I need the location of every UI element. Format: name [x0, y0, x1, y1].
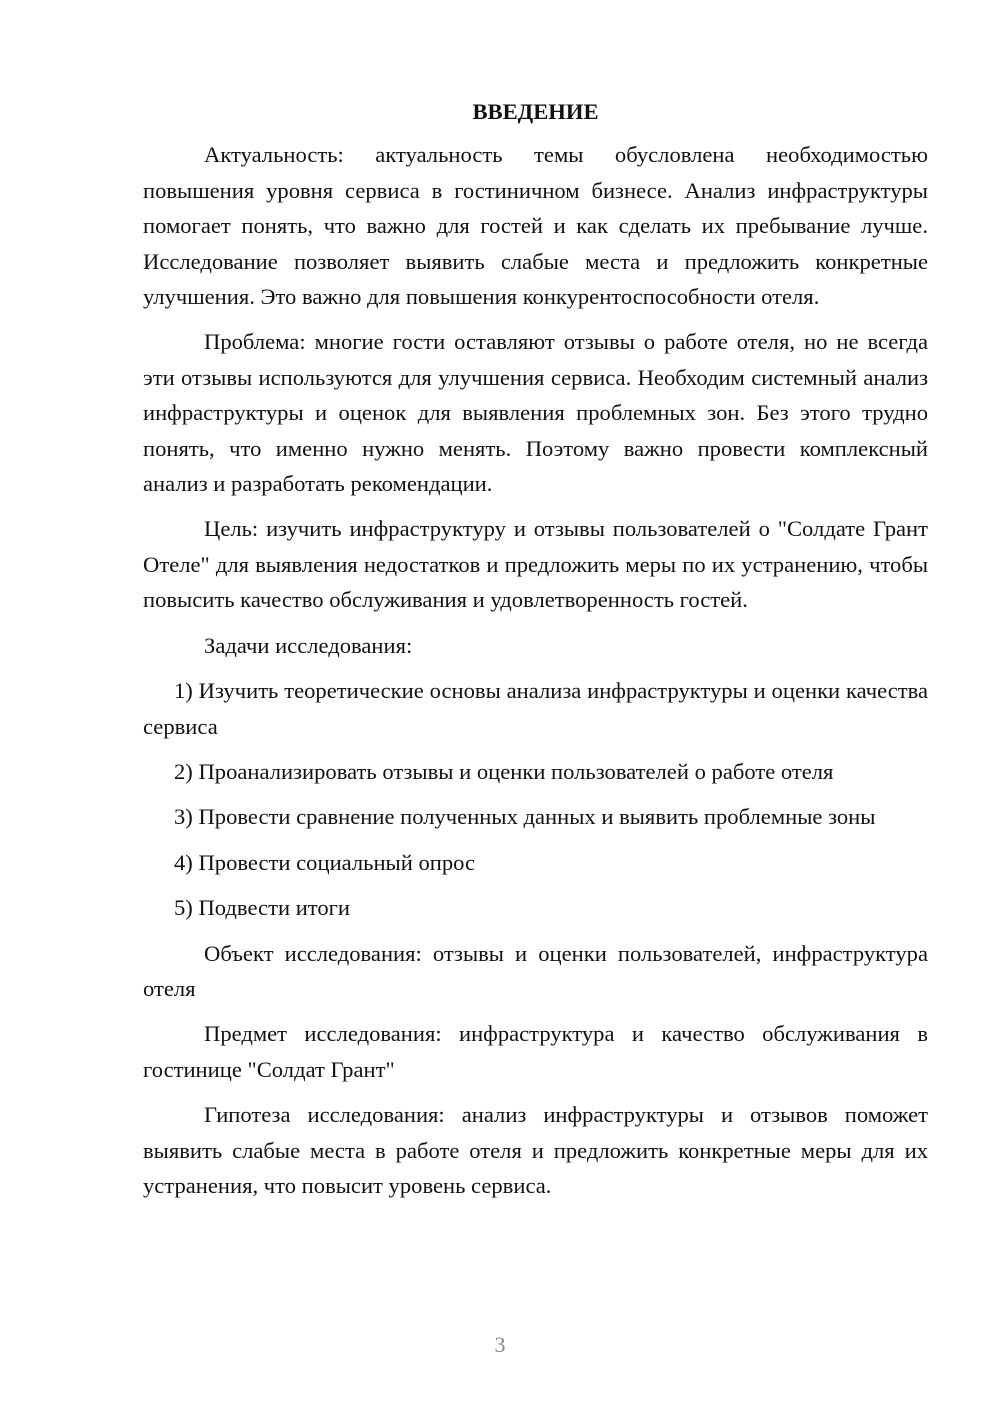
paragraph-hypothesis: Гипотеза исследования: анализ инфраструктуры и отзывов поможет выявить слабые места в работе отеля и предложить конкретные меры для их устранения, что повысит уровень сервиса.: [143, 1102, 928, 1198]
paragraph-goal: Цель: изучить инфраструктуру и отзывы пользователей о "Солдате Грант Отеле" для выявления недостатков и предложить меры по их устранению, чтобы повысить качество обслуживания и удовлетворенность гостей.: [143, 516, 928, 613]
task-item-4: 4) Провести социальный опрос: [174, 849, 476, 875]
page-content: [143, 94, 928, 1213]
task-item-5: 5) Подвести итоги: [174, 895, 351, 921]
page-number: 3: [494, 1332, 506, 1357]
paragraph-tasks-title: Задачи исследования:: [204, 632, 413, 658]
paragraph-problem: Проблема: многие гости оставляют отзывы о работе отеля, но не всегда эти отзывы используются для улучшения сервиса. Необходим системный анализ инфраструктуры и оценок для выявления проблемных зон. Без этого трудно понять, что именно нужно менять. Поэтому важно провести комплексный анализ и разработать рекомендации.: [143, 329, 928, 497]
paragraph-object: Объект исследования: отзывы и оценки пользователей, инфраструктура отеля: [143, 940, 928, 1001]
task-item-2: 2) Проанализировать отзывы и оценки пользователей о работе отеля: [174, 758, 834, 784]
paragraph-subject: Предмет исследования: инфраструктура и качество обслуживания в гостинице "Солдат Грант": [143, 1021, 928, 1082]
paragraph-relevance: Актуальность: актуальность темы обусловлена необходимостью повышения уровня сервиса в гостиничном бизнесе. Анализ инфраструктуры помогает понять, что важно для гостей и как сделать их пребывание лучше. Исследование позволяет выявить слабые места и предложить конкретные улучшения. Это важно для повышения конкурентоспособности отеля.: [143, 142, 928, 310]
task-item-3: 3) Провести сравнение полученных данных и выявить проблемные зоны: [174, 804, 876, 830]
task-item-1: 1) Изучить теоретические основы анализа инфраструктуры и оценки качества сервиса: [143, 678, 928, 739]
section-heading: ВВЕДЕНИЕ: [472, 99, 599, 124]
